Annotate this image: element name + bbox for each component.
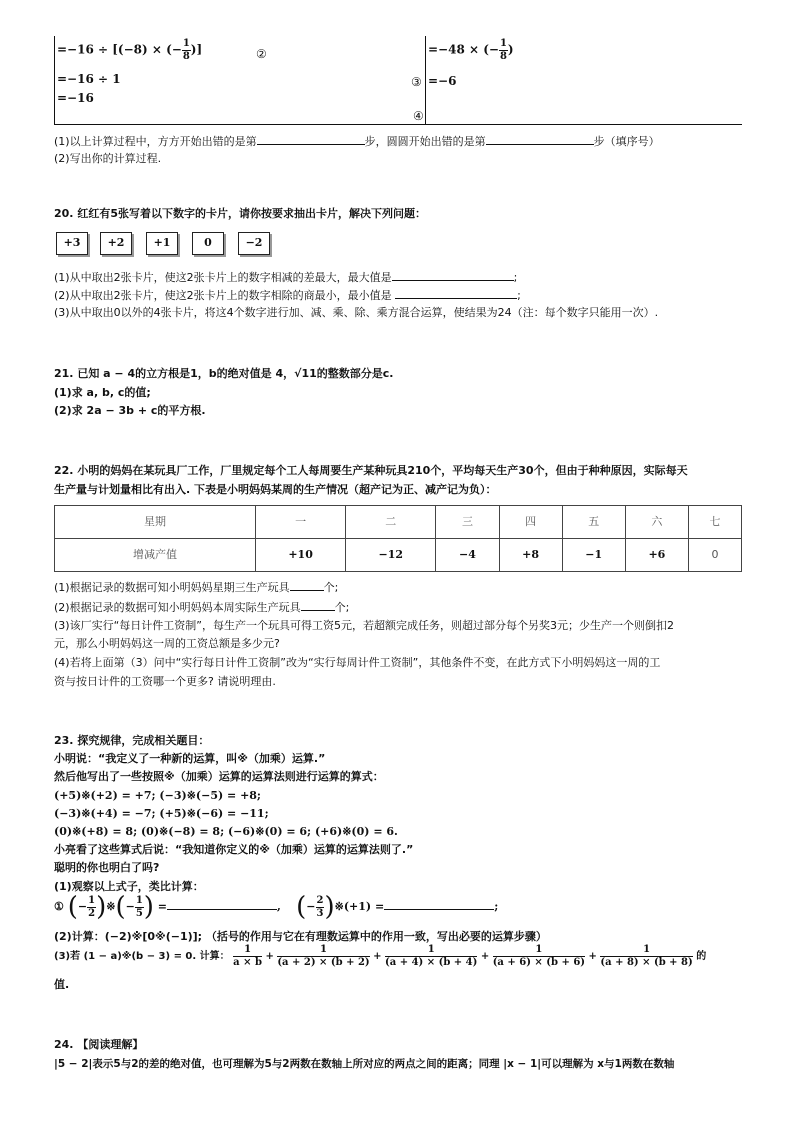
q22-part4-line2: 资与按日计件的工资哪一个更多? 请说明理由. <box>54 675 276 688</box>
fraction-5: $\frac{1}{(a + 8) \times (b + 8)}$ <box>600 944 693 968</box>
production-table <box>54 505 742 572</box>
calc-left-line1: =−16 ÷ [(−8) × (− $\frac{1}{8}$ )] <box>57 38 203 62</box>
marker-4: ④ <box>413 109 424 123</box>
q22-part3-line2: 元，那么小明妈妈这一周的工资总额是多少元? <box>54 637 280 650</box>
table-cell: +8 <box>499 539 562 572</box>
calc-left-line3: =−16 <box>57 91 94 105</box>
table-cell: 四 <box>499 506 562 539</box>
calc-left-line2: =−16 ÷ 1 <box>57 72 121 86</box>
q23-line1: 小明说：“我定义了一种新的运算，叫※（加乘）运算.” <box>54 752 326 765</box>
q23-part3-end: 值. <box>54 978 70 991</box>
table-cell: +6 <box>625 539 688 572</box>
table-cell: −12 <box>346 539 436 572</box>
table-cell: −4 <box>436 539 499 572</box>
fraction-1: $\frac{1}{a \times b}$ <box>233 944 262 968</box>
q23-line2: 然后他写出了一些按照※（加乘）运算的运算法则进行运算的算式： <box>54 770 384 783</box>
q20-part1: (1)从中取出2张卡片，使这2张卡片上的数字相减的差最大，最大值是 ; <box>54 271 518 284</box>
q23-example3: (0)※(+8) = 8; (0)※(−8) = 8; (−6)※(0) = 6; (+6)※(0) = 6. <box>54 825 398 838</box>
card-plus2: +2 <box>100 232 132 255</box>
q22-part4-line1: (4)若将上面第（3）问中“实行每日计件工资制”改为“实行每周计件工资制”，其他条件不变，在此方式下小明妈妈这一周的工 <box>54 656 661 669</box>
table-cell: −1 <box>562 539 625 572</box>
calc-right-line2: =−6 <box>428 74 457 88</box>
table-cell: 二 <box>346 506 436 539</box>
card-plus1: +1 <box>146 232 178 255</box>
card-plus3: +3 <box>56 232 88 255</box>
marker-3: ③ <box>411 75 422 89</box>
table-cell: 增减产值 <box>55 539 256 572</box>
q23-part1: (1)观察以上式子，类比计算： <box>54 880 204 893</box>
q21-title: 21. 已知 a − 4的立方根是1，b的绝对值是 4，√11的整数部分是c. <box>54 367 394 380</box>
card-minus2: −2 <box>238 232 270 255</box>
q24-line1: |5 − 2|表示5与2的差的绝对值，也可理解为5与2两数在数轴上所对应的两点之间的距离；同理 |x − 1|可以理解为 x与1两数在数轴 <box>54 1058 675 1070</box>
table-cell: 0 <box>689 539 742 572</box>
q20-part3: (3)从中取出0以外的4张卡片，将这4个数字进行加、减、乘、除、乘方混合运算，使结果为24（注：每个数字只能用一次）. <box>54 306 659 319</box>
q23-part3-expression: (3)若 (1 − a)※(b − 3) = 0. 计算： $\frac{1}{a \times b}$ + $\frac{1}{(a + 2) \times (b + 2)}$ + $\frac{1}{(a + 4) \times (b + 4)}$ + $\frac{1}{(a + 6) \times (b + 6)}$ + $\frac{1}{(a + 8) \times (b + 8)}$ 的 <box>54 944 707 968</box>
fraction-4: $\frac{1}{(a + 6) \times (b + 6)}$ <box>492 944 586 968</box>
calc-box-left-border <box>54 36 55 124</box>
q22-part2: (2)根据记录的数据可知小明妈妈本周实际生产玩具 个; <box>54 601 350 614</box>
q21-part1: (1)求 a, b, c的值; <box>54 386 151 399</box>
table-cell: +10 <box>256 539 346 572</box>
calc-box-bottom-border <box>54 124 742 125</box>
q19-part2: (2)写出你的计算过程. <box>54 152 162 165</box>
table-cell: 七 <box>689 506 742 539</box>
q19-part1: (1)以上计算过程中，方方开始出错的是第 步，圆圆开始出错的是第 步（填序号） <box>54 135 660 148</box>
q22-title-line2: 生产量与计划量相比有出入. 下表是小明妈妈某周的生产情况（超产记为正、减产记为负）： <box>54 483 497 496</box>
calc-box-middle-border <box>425 36 426 124</box>
q23-example2: (−3)※(+4) = −7; (+5)※(−6) = −11; <box>54 807 269 820</box>
fraction-3: $\frac{1}{(a + 4) \times (b + 4)}$ <box>385 944 478 968</box>
table-cell: 三 <box>436 506 499 539</box>
table-cell: 星期 <box>55 506 256 539</box>
q23-example1: (+5)※(+2) = +7; (−3)※(−5) = +8; <box>54 789 261 802</box>
q21-part2: (2)求 2a − 3b + c的平方根. <box>54 404 206 417</box>
q23-line3: 小亮看了这些算式后说：“我知道你定义的※（加乘）运算的运算法则了.” <box>54 843 414 856</box>
q24-title: 24. 【阅读理解】 <box>54 1038 144 1051</box>
calc-right-line1: =−48 × (− $\frac{1}{8}$ ) <box>428 38 514 62</box>
marker-2: ② <box>256 47 267 61</box>
table-cell: 五 <box>562 506 625 539</box>
table-row <box>55 539 742 572</box>
q23-line4: 聪明的你也明白了吗? <box>54 861 160 874</box>
q20-part2: (2)从中取出2张卡片，使这2张卡片上的数字相除的商最小，最小值是 ; <box>54 289 521 302</box>
fraction-2: $\frac{1}{(a + 2) \times (b + 2)}$ <box>277 944 370 968</box>
card-zero: 0 <box>192 232 224 255</box>
q22-part1: (1)根据记录的数据可知小明妈妈星期三生产玩具 个; <box>54 581 339 594</box>
q20-title: 20. 红红有5张写着以下数字的卡片，请你按要求抽出卡片，解决下列问题： <box>54 207 426 220</box>
table-cell: 六 <box>625 506 688 539</box>
q23-title: 23. 探究规律，完成相关题目： <box>54 734 210 747</box>
q22-title-line1: 22. 小明的妈妈在某玩具厂工作，厂里规定每个工人每周要生产某种玩具210个，平均每天生产30个，但由于种种原因，实际每天 <box>54 464 688 477</box>
table-cell: 一 <box>256 506 346 539</box>
q22-part3-line1: (3)该厂实行“每日计件工资制”，每生产一个玩具可得工资5元，若超额完成任务，则超过部分每个另奖3元；少生产一个则倒扣2 <box>54 619 674 632</box>
q23-part1-expression: ① (− $\frac{1}{2}$ )※(− $\frac{1}{5}$ ) = , (− $\frac{2}{3}$ )※(+1) = ; <box>54 892 499 922</box>
table-header-row <box>55 506 742 539</box>
q23-part2: (2)计算：(−2)※[0※(−1)]; （括号的作用与它在有理数运算中的作用一致，写出必要的运算步骤） <box>54 930 547 943</box>
